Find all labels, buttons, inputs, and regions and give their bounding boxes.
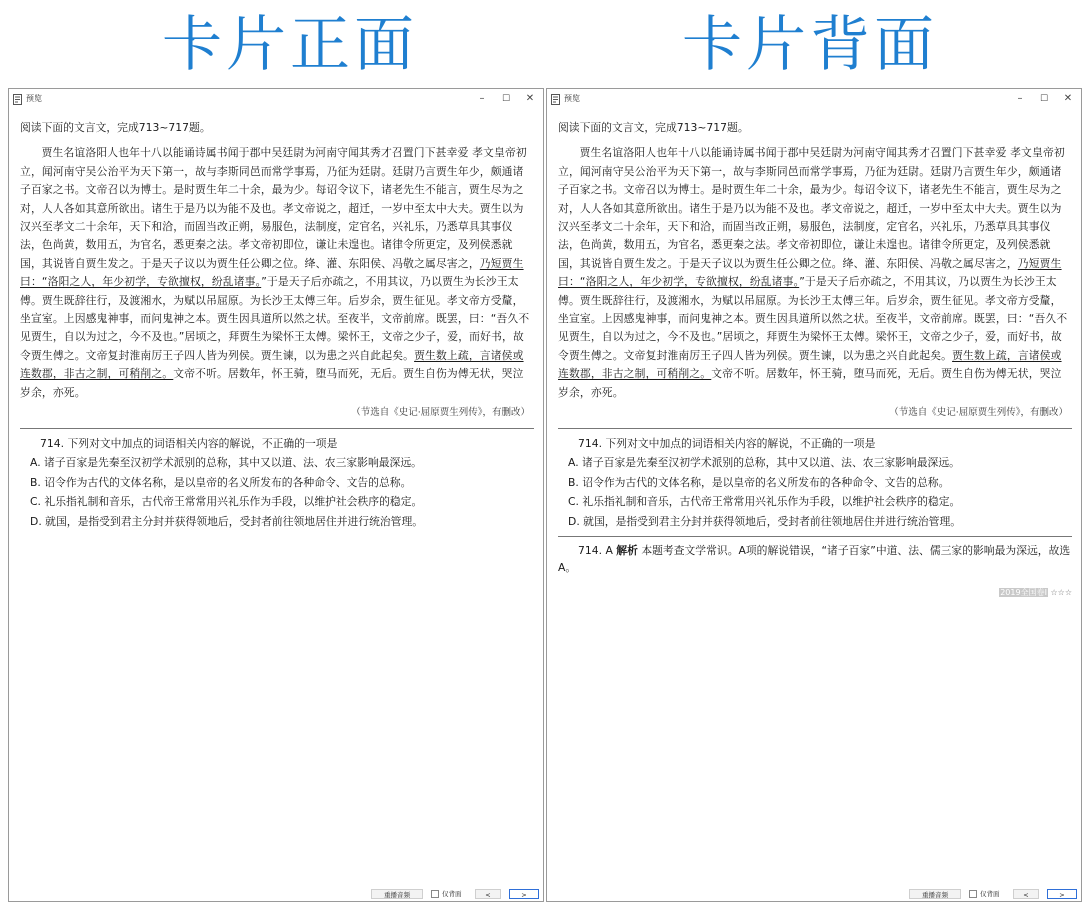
passage-text: ”于是天子后亦疏之，不用其议，乃以贾生为长沙王太傅。贾生既辞往行，及渡湘水，为赋以吊屈原。为长沙王太傅三年。后岁余，贾生征见。孝文帝方受釐，坐宣室。上因感鬼神事，而问鬼神之本。贾生因具道所以然之状。至夜半，文帝前席。既罢，曰：“吾久不见贾生，自以为过之，今不及也。”居顷之，拜贾生为梁怀王太傅。梁怀王，文帝之少子，爱，而好书，故令贾生傅之。文帝复封淮南厉王子四人皆为列侯。贾生谏，以为患之兴自此起矣。	[558, 275, 1068, 362]
classical-passage	[20, 144, 534, 402]
close-button[interactable]: ✕	[1063, 93, 1073, 104]
divider	[558, 428, 1072, 429]
underlined-sentence-1: 乃短贾生曰：“洛阳之人，年少初学，专欲擅权，纷乱诸事。	[558, 256, 1062, 289]
option-d: D. 就国，是指受到君主分封并获得领地后，受封者前往领地居住并进行统治管理。	[568, 514, 962, 528]
replay-audio-button[interactable]: 重播音频	[371, 889, 423, 899]
next-button[interactable]: >	[1047, 889, 1077, 899]
underlined-sentence-2: 贾生数上疏，言诸侯或连数郡，非古之制，可稍削之。	[558, 348, 1062, 381]
underlined-sentence-2: 贾生数上疏，言诸侯或连数郡，非古之制，可稍削之。	[20, 348, 524, 381]
classical-passage	[558, 144, 1072, 402]
preview-window-back	[546, 88, 1082, 902]
prev-button[interactable]: <	[1013, 889, 1039, 899]
passage-text: 贾生名谊洛阳人也年十八以能诵诗属书闻于郡中吴廷尉为河南守闻其秀才召置门下甚幸爱 孝文皇帝初立，闻河南守吴公治平为天下第一，故与李斯同邑而常学事焉，乃征为廷尉。廷尉乃言贾生年少，颇通诸子百家之书。文帝召以为博士。是时贾生年二十余，最为少。每诏令议下，诸老先生不能言，贾生尽为之对，人人各如其意所欲出。诸生于是乃以为能不及也。孝文帝说之，超迁，一岁中至太中大夫。贾生以为汉兴至孝文二十余年，天下和洽，而固当改正朔，易服色，法制度，定官名，兴礼乐，乃悉草具其事仪法，色尚黄，数用五，为官名，悉更秦之法。孝文帝初即位，谦让未遑也。诸律令所更定，及列侯悉就国，其说皆自贾生发之。于是天子议以为贾生任公卿之位。绛、灌、东阳侯、冯敬之属尽害之，	[558, 146, 1065, 270]
answer-explanation	[558, 542, 1072, 576]
difficulty-stars-icon: ☆☆☆	[1047, 588, 1072, 597]
minimize-button[interactable]: –	[479, 93, 485, 104]
front-card-heading: 卡片正面	[162, 10, 418, 80]
option-b: B. 诏令作为古代的文体名称，是以皇帝的名义所发布的各种命令、文告的总称。	[30, 475, 412, 489]
only-back-label: 仅背面	[980, 890, 1000, 898]
divider	[558, 536, 1072, 537]
window-title: 预览	[26, 94, 42, 103]
option-a: A. 诸子百家是先秦至汉初学术派别的总称，其中又以道、法、农三家影响最深远。	[30, 456, 422, 469]
card-content	[558, 119, 1072, 602]
footer-bar	[547, 887, 1081, 901]
underlined-sentence-1: 乃短贾生曰：“洛阳之人，年少初学，专欲擅权，纷乱诸事。	[20, 256, 524, 289]
reading-instruction: 阅读下面的文言文，完成713~717题。	[558, 121, 749, 134]
option-a: A. 诸子百家是先秦至汉初学术派别的总称，其中又以道、法、农三家影响最深远。	[568, 456, 960, 469]
maximize-button[interactable]: ☐	[501, 94, 511, 104]
prev-button[interactable]: <	[475, 889, 501, 899]
close-button[interactable]: ✕	[525, 93, 535, 104]
passage-source: （节选自《史记·屈原贾生列传》，有删改）	[889, 407, 1068, 419]
next-button[interactable]: >	[509, 889, 539, 899]
answer-number: 714. A	[578, 544, 617, 557]
maximize-button[interactable]: ☐	[1039, 94, 1049, 104]
question-stem: 714. 下列对文中加点的词语相关内容的解说，不正确的一项是	[578, 436, 876, 450]
back-card-heading: 卡片背面	[682, 10, 938, 80]
window-title: 预览	[564, 94, 580, 103]
only-back-checkbox[interactable]	[431, 890, 439, 898]
option-c: C. 礼乐指礼制和音乐，古代帝王常常用兴礼乐作为手段，以维护社会秩序的稳定。	[568, 495, 961, 508]
card-content	[20, 119, 534, 531]
passage-text: ”于是天子后亦疏之，不用其议，乃以贾生为长沙王太傅。贾生既辞往行，及渡湘水，为赋以吊屈原。为长沙王太傅三年。后岁余，贾生征见。孝文帝方受釐，坐宣室。上因感鬼神事，而问鬼神之本。贾生因具道所以然之状。至夜半，文帝前席。既罢，曰：“吾久不见贾生，自以为过之，今不及也。”居顷之，拜贾生为梁怀王太傅。梁怀王，文帝之少子，爱，而好书，故令贾生傅之。文帝复封淮南厉王子四人皆为列侯。贾生谏，以为患之兴自此起矣。	[20, 275, 530, 362]
option-d: D. 就国，是指受到君主分封并获得领地后，受封者前往领地居住并进行统治管理。	[30, 514, 424, 528]
app-icon	[551, 94, 560, 105]
exam-source-badge	[558, 584, 1072, 602]
exam-name: 2019全国卷I	[1000, 588, 1047, 597]
title-bar[interactable]	[547, 89, 1081, 111]
only-back-label: 仅背面	[442, 890, 462, 898]
passage-text: 贾生名谊洛阳人也年十八以能诵诗属书闻于郡中吴廷尉为河南守闻其秀才召置门下甚幸爱 孝文皇帝初立，闻河南守吴公治平为天下第一，故与李斯同邑而常学事焉，乃征为廷尉。廷尉乃言贾生年少，颇通诸子百家之书。文帝召以为博士。是时贾生年二十余，最为少。每诏令议下，诸老先生不能言，贾生尽为之对，人人各如其意所欲出。诸生于是乃以为能不及也。孝文帝说之，超迁，一岁中至太中大夫。贾生以为汉兴至孝文二十余年，天下和洽，而固当改正朔，易服色，法制度，定官名，兴礼乐，乃悉草具其事仪法，色尚黄，数用五，为官名，悉更秦之法。孝文帝初即位，谦让未遑也。诸律令所更定，及列侯悉就国，其说皆自贾生发之。于是天子议以为贾生任公卿之位。绛、灌、东阳侯、冯敬之属尽害之，	[20, 146, 527, 270]
passage-source: （节选自《史记·屈原贾生列传》，有删改）	[351, 407, 530, 419]
footer-bar	[9, 887, 543, 901]
title-bar[interactable]	[9, 89, 543, 111]
minimize-button[interactable]: –	[1017, 93, 1023, 104]
analysis-text: 本题考查文学常识。A项的解说错误，“诸子百家”中道、法、儒三家的影响最为深远，故选A。	[558, 544, 1071, 574]
passage-text: 文帝不听。居数年，怀王骑，堕马而死，无后。贾生自伤为傅无状，哭泣岁余，亦死。	[20, 367, 524, 399]
preview-window-front	[8, 88, 544, 902]
app-icon	[13, 94, 22, 105]
question-stem: 714. 下列对文中加点的词语相关内容的解说，不正确的一项是	[40, 436, 338, 450]
option-b: B. 诏令作为古代的文体名称，是以皇帝的名义所发布的各种命令、文告的总称。	[568, 475, 950, 489]
replay-audio-button[interactable]: 重播音频	[909, 889, 961, 899]
reading-instruction: 阅读下面的文言文，完成713~717题。	[20, 121, 211, 134]
option-c: C. 礼乐指礼制和音乐，古代帝王常常用兴礼乐作为手段，以维护社会秩序的稳定。	[30, 495, 423, 508]
divider	[20, 428, 534, 429]
passage-text: 文帝不听。居数年，怀王骑，堕马而死，无后。贾生自伤为傅无状，哭泣岁余，亦死。	[558, 367, 1062, 399]
only-back-checkbox[interactable]	[969, 890, 977, 898]
analysis-tag: 解析	[616, 544, 638, 557]
